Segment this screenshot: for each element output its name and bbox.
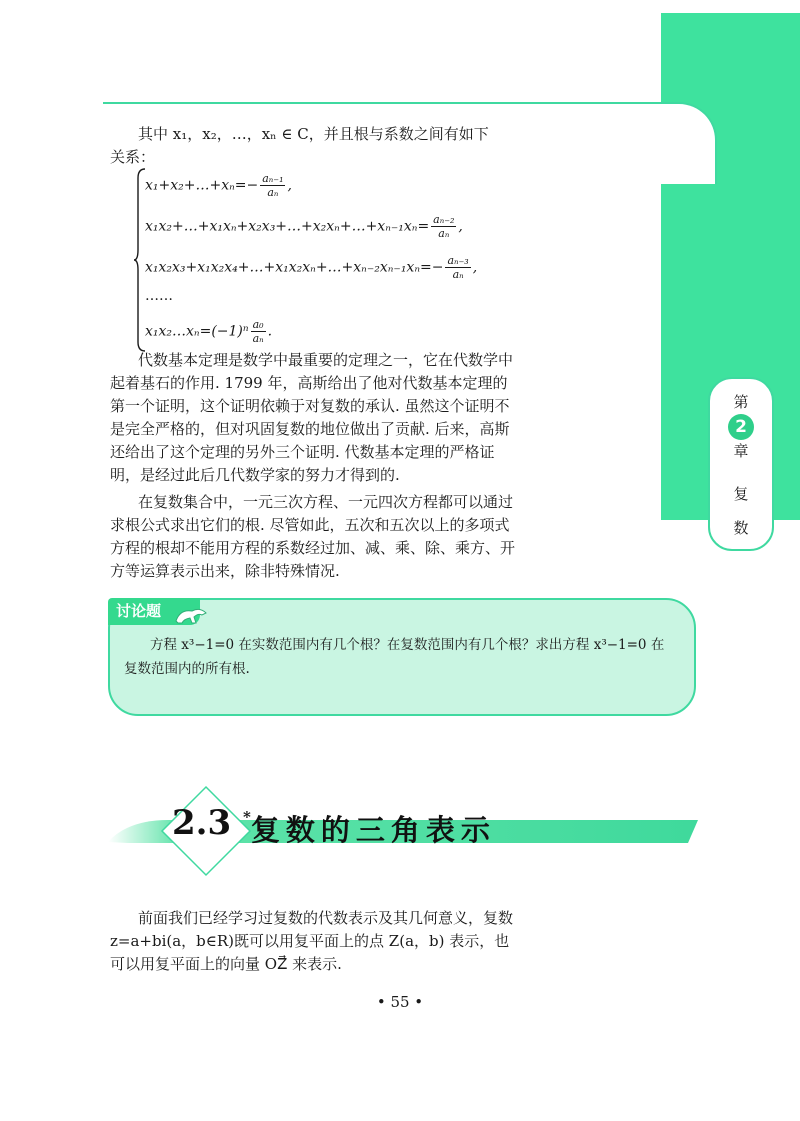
chapter-prefix: 第 (733, 393, 749, 411)
paragraph3-line-2: z=a+bi(a，b∈R)既可以用复平面上的点 Z(a，b) 表示，也 (110, 932, 510, 950)
paragraph2-line-4: 方等运算表示出来，除非特殊情况. (110, 562, 340, 580)
paragraph1-line-1: 代数基本定理是数学中最重要的定理之一，它在代数学中 (138, 351, 514, 369)
chapter-suffix: 章 (733, 442, 749, 460)
eq1-denominator: aₙ (267, 186, 279, 199)
eq4-end: . (267, 323, 273, 340)
discussion-horse-icon (172, 603, 210, 625)
section-title (243, 808, 496, 849)
page-frame-corner (640, 102, 717, 184)
paragraph1-line-3: 第一个证明，这个证明依赖于对复数的承认. 虽然这个证明不 (110, 397, 510, 415)
discussion-line-1: 方程 x³−1=0 在实数范围内有几个根？在复数范围内有几个根？求出方程 x³−1=0 在 (150, 637, 665, 653)
section-number: 2.3 (172, 803, 232, 843)
eq4-numerator: a₀ (251, 318, 266, 332)
paragraph2-line-1: 在复数集合中，一元三次方程、一元四次方程都可以通过 (138, 493, 514, 511)
eq1-numerator: aₙ₋₁ (262, 172, 284, 185)
equation-2 (145, 213, 463, 240)
eq4-fraction (251, 318, 266, 345)
section-star: * (243, 808, 251, 826)
page-frame-line (103, 102, 665, 104)
chapter-title-2: 数 (733, 519, 749, 537)
eq1-end: , (287, 177, 292, 194)
intro-line-1: 其中 x₁，x₂，…，xₙ ∈ C，并且根与系数之间有如下 (138, 125, 489, 143)
section-title-text: 复数的三角表示 (250, 813, 496, 847)
paragraph2-line-2: 求根公式求出它们的根. 尽管如此，五次和五次以上的多项式 (110, 516, 510, 534)
discussion-line-2: 复数范围内的所有根. (124, 661, 250, 677)
discussion-label: 讨论题 (108, 598, 200, 625)
eq3-denominator: aₙ (452, 268, 464, 281)
eq1-fraction (260, 172, 285, 199)
equation-dots: …… (145, 288, 173, 304)
eq3-left: x₁x₂x₃+x₁x₂x₄+…+x₁x₂xₙ+…+xₙ₋₂xₙ₋₁xₙ=− (145, 259, 444, 276)
eq1-left: x₁+x₂+…+xₙ=− (145, 177, 259, 194)
equation-4 (145, 318, 272, 345)
paragraph1-line-5: 还给出了这个定理的另外三个证明. 代数基本定理的严格证 (110, 443, 495, 461)
equation-3 (145, 254, 477, 281)
discussion-text (124, 633, 676, 681)
eq2-end: , (458, 218, 463, 235)
intro-line-2: 关系： (110, 148, 156, 166)
eq2-fraction (431, 213, 456, 240)
chapter-title-1: 复 (733, 485, 749, 503)
paragraph1-line-2: 起着基石的作用. 1799 年，高斯给出了他对代数基本定理的 (110, 374, 508, 392)
paragraph1-line-4: 是完全严格的，但对巩固复数的地位做出了贡献. 后来，高斯 (110, 420, 510, 438)
chapter-number: 2 (728, 414, 754, 440)
chapter-tab[interactable] (708, 377, 774, 551)
paragraph3-line-1: 前面我们已经学习过复数的代数表示及其几何意义，复数 (138, 909, 514, 927)
eq2-left: x₁x₂+…+x₁xₙ+x₂x₃+…+x₂xₙ+…+xₙ₋₁xₙ= (145, 218, 430, 235)
paragraph1-line-6: 明，是经过此后几代数学家的努力才得到的. (110, 466, 400, 484)
eq4-denominator: aₙ (252, 332, 264, 345)
eq3-numerator: aₙ₋₃ (447, 254, 469, 267)
eq4-left: x₁x₂…xₙ=(−1)ⁿ (145, 323, 249, 340)
eq3-fraction (445, 254, 470, 281)
page-number: • 55 • (376, 993, 424, 1011)
eq3-end: , (472, 259, 478, 276)
equation-1 (145, 172, 292, 199)
eq2-numerator: aₙ₋₂ (433, 213, 455, 226)
paragraph3-line-3: 可以用复平面上的向量 OZ⃗ 来表示. (110, 955, 342, 973)
eq2-denominator: aₙ (438, 227, 450, 240)
paragraph2-line-3: 方程的根却不能用方程的系数经过加、减、乘、除、乘方、开 (110, 539, 516, 557)
